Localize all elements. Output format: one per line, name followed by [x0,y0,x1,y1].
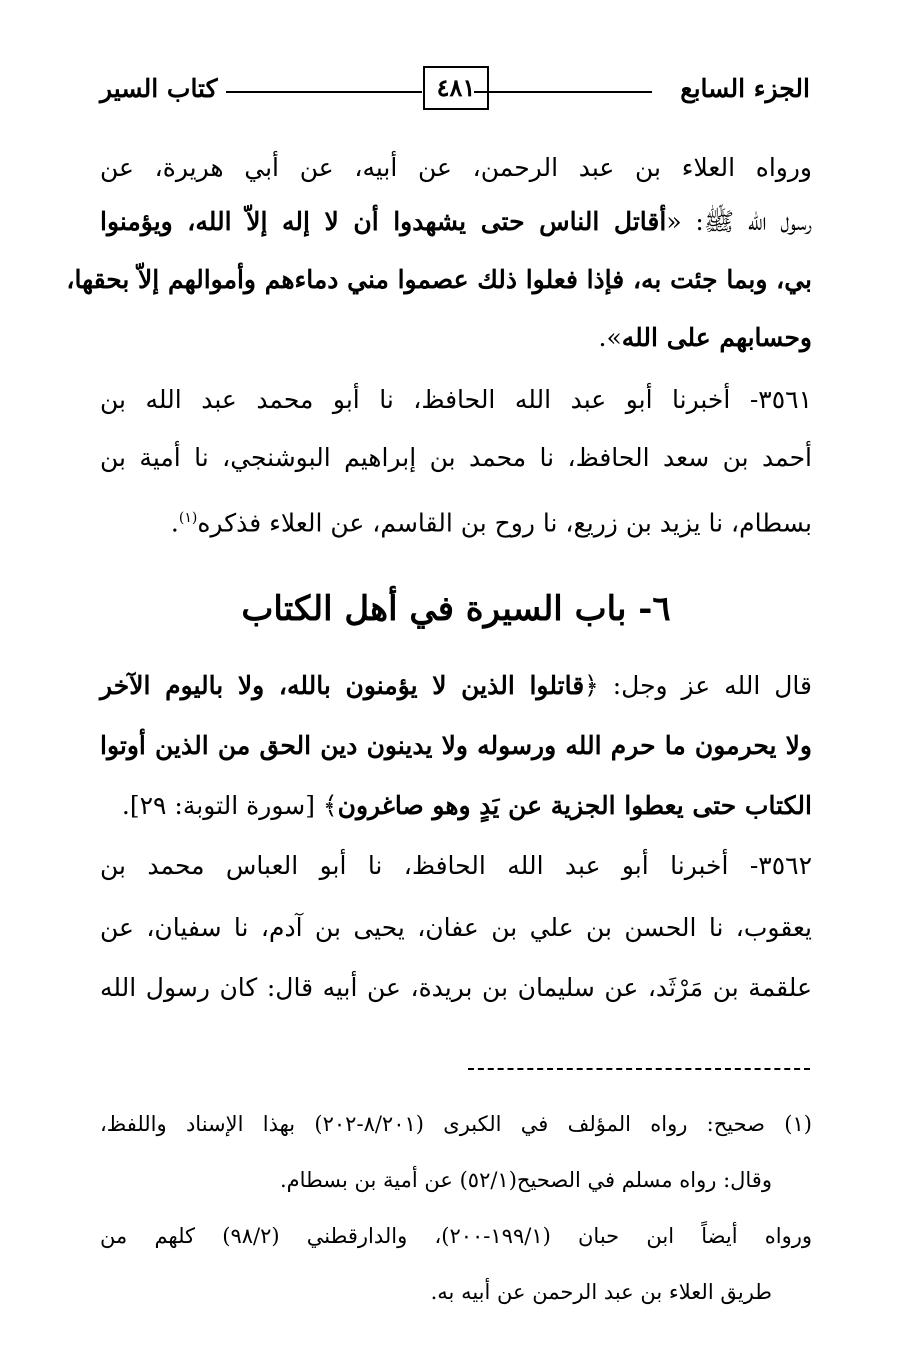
text-line: أحمد بن سعد الحافظ، نا محمد بن إبراهيم البوشنجي، نا أمية بن [100,443,812,472]
verse-line: ولا يحرمون ما حرم الله ورسوله ولا يدينون دين الحق من الذين أوتوا [100,731,812,760]
footnote-line: وقال: رواه مسلم في الصحيح(٥٢/١) عن أمية بن بسطام. [279,1168,772,1192]
verse-line: الكتاب حتى يعطوا الجزية عن يَدٍ وهو صاغرون﴾ [سورة التوبة: ٢٩]. [121,791,812,820]
hadith-3562-line: ٣٥٦٢- أخبرنا أبو عبد الله الحافظ، نا أبو العباس محمد بن [100,851,812,880]
page-number: ٤٨١ [423,66,489,110]
book-title: كتاب السير [100,74,218,103]
verse-line: قال الله عز وجل: ﴿قاتلوا الذين لا يؤمنون بالله، ولا باليوم الآخر [100,671,812,700]
hadith-3561-line: ٣٥٦١- أخبرنا أبو عبد الله الحافظ، نا أبو محمد عبد الله بن [100,385,812,414]
section-heading: ٦- باب السيرة في أهل الكتاب [241,589,671,629]
text-line: وحسابهم على الله». [598,323,812,352]
footnote-line: ورواه أيضاً ابن حبان (١٩٩/١-٢٠٠)، والدارقطني (٩٨/٢) كلهم من [100,1224,812,1248]
header-rule-right [474,91,652,93]
text-line: بسطام، نا يزيد بن زريع، نا روح بن القاسم، عن العلاء فذكره$^{(١)}$. [170,508,812,538]
header-rule-left [226,91,422,93]
volume-title: الجزء السابع [680,74,810,103]
text-line: ورواه العلاء بن عبد الرحمن، عن أبيه، عن أبي هريرة، عن [100,153,812,182]
footnote-separator [468,1068,810,1070]
footnote-line: طريق العلاء بن عبد الرحمن عن أبيه به. [430,1280,772,1304]
running-header [100,62,810,114]
text-line: يعقوب، نا الحسن بن علي بن عفان، يحيى بن آدم، نا سفيان، عن [100,913,812,942]
footnote-line: (١) صحيح: رواه المؤلف في الكبرى (٨/٢٠١-٢٠٢) بهذا الإسناد واللفظ، [100,1112,812,1136]
footnote-ref: (١) [178,510,198,526]
text-line: رسول الله ﷺ: «أقاتل الناس حتى يشهدوا أن لا إله إلاّ الله، ويؤمنوا [100,207,812,236]
text-line: بي، وبما جئت به، فإذا فعلوا ذلك عصموا مني دماءهم وأموالهم إلاّ بحقها، [66,265,812,294]
text-line: علقمة بن مَرْثَد، عن سليمان بن بريدة، عن أبيه قال: كان رسول الله [100,973,812,1002]
